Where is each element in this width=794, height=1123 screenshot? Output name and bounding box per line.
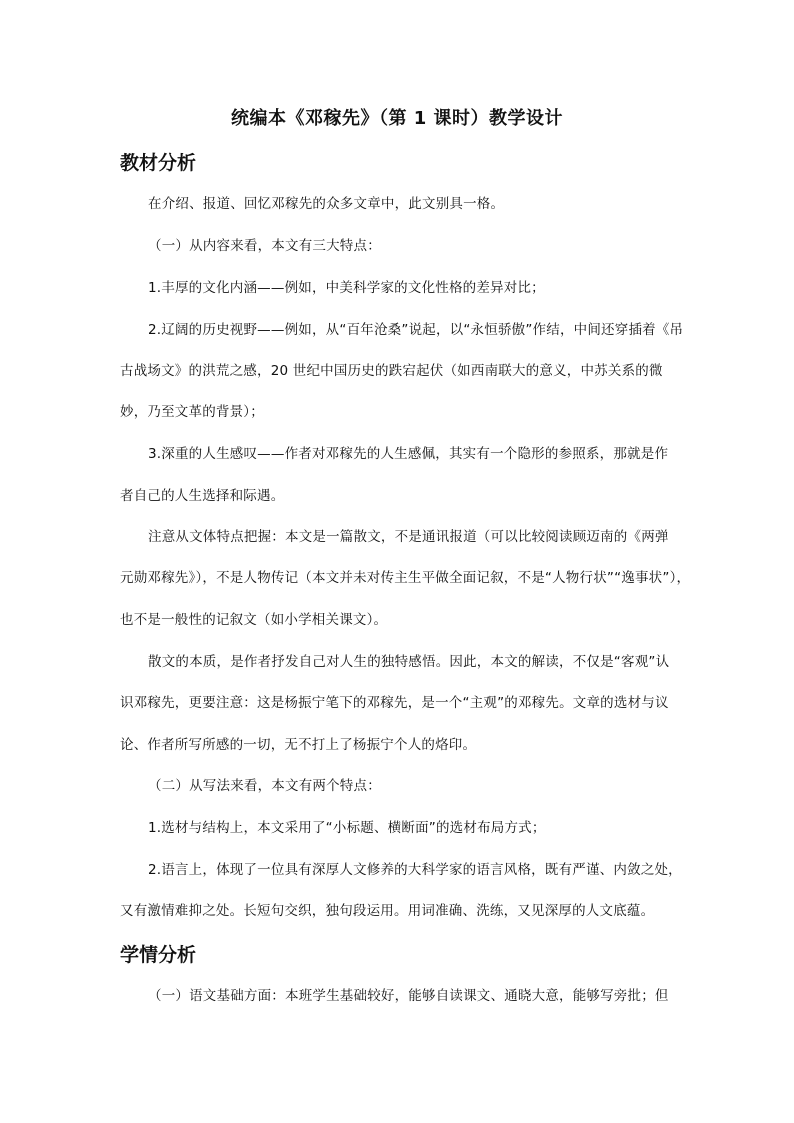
paragraph-line: （二）从写法来看，本文有两个特点： — [148, 778, 381, 794]
paragraph-line: 2.语言上，体现了一位具有深厚人文修养的大科学家的语言风格，既有严谨、内敛之处， — [148, 862, 682, 878]
paragraph-line: 也不是一般性的记叙文（如小学相关课文）。 — [120, 612, 388, 628]
paragraph-line: 妙，乃至文革的背景）； — [120, 404, 264, 420]
paragraph-line: 论、作者所写所感的一切，无不打上了杨振宁个人的烙印。 — [120, 737, 477, 753]
paragraph-line: 2.辽阔的历史视野——例如，从“百年沧桑”说起，以“永恒骄傲”作结，中间还穿插着《吊 — [148, 322, 684, 338]
paragraph-line: 在介绍、报道、回忆邓稼先的众多文章中，此文别具一格。 — [148, 196, 505, 212]
paragraph-line: 1.选材与结构上，本文采用了“小标题、横断面”的选材布局方式； — [148, 820, 546, 836]
paragraph-line: （一）从内容来看，本文有三大特点： — [148, 238, 381, 254]
paragraph-line: 元勋邓稼先》），不是人物传记（本文并未对传主生平做全面记叙，不是“人物行状”“逸事状”）， — [120, 570, 691, 586]
paragraph-line: 识邓稼先，更要注意：这是杨振宁笔下的邓稼先，是一个“主观”的邓稼先。文章的选材与议 — [120, 695, 669, 711]
paragraph-line: 古战场文》的洪荒之感，20 世纪中国历史的跌宕起伏（如西南联大的意义，中苏关系的微 — [120, 363, 663, 379]
paragraph-line: 1.丰厚的文化内涵——例如，中美科学家的文化性格的差异对比； — [148, 280, 545, 296]
paragraph-line: 又有激情难抑之处。长短句交织，独句段运用。用词准确、洗练，又见深厚的人文底蕴。 — [120, 903, 655, 919]
paragraph-line: 者自己的人生选择和际遇。 — [120, 488, 285, 504]
paragraph-line: 注意从文体特点把握：本文是一篇散文，不是通讯报道（可以比较阅读顾迈南的《两弹 — [148, 529, 669, 545]
document-title: 统编本《邓稼先》（第 1 课时）教学设计 — [230, 108, 564, 129]
paragraph-line: 3.深重的人生感叹——作者对邓稼先的人生感佩，其实有一个隐形的参照系，那就是作 — [148, 446, 669, 462]
paragraph-line: 散文的本质，是作者抒发自己对人生的独特感悟。因此，本文的解读，不仅是“客观”认 — [148, 654, 670, 670]
section-heading-learner-analysis: 学情分析 — [120, 944, 197, 966]
paragraph-line: （一）语文基础方面：本班学生基础较好，能够自读课文、通晓大意，能够写旁批；但 — [148, 988, 669, 1004]
section-heading-textbook-analysis: 教材分析 — [120, 152, 197, 174]
